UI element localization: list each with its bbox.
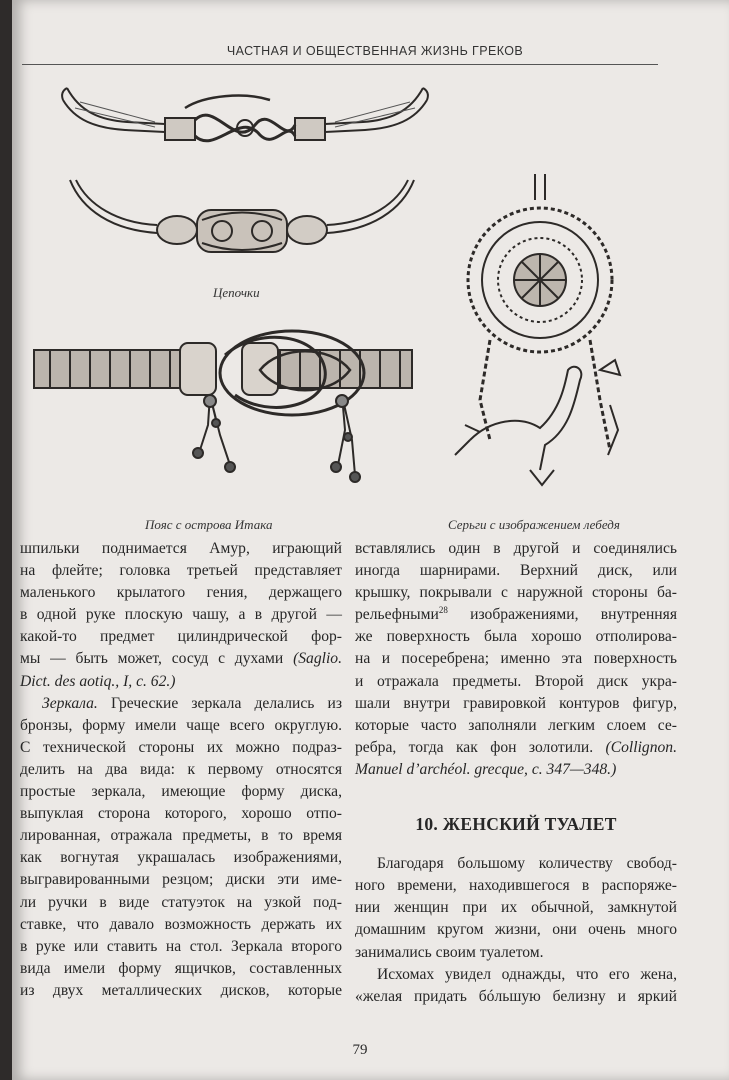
paragraph-leisure (355, 853, 677, 875)
text-line: делить на два вида: к первому относятся (20, 760, 342, 778)
text-line: маленького крылатого гения, держащего (20, 584, 342, 602)
text-line: крышку, покрывали с наружной стороны ба- (355, 584, 677, 602)
header-rule (22, 64, 658, 65)
text-line: ли ручки в виде статуэток на узкой под- (20, 893, 342, 911)
text-line (355, 604, 677, 626)
paragraph-ischomachus-cont (355, 986, 677, 1008)
text-line: вида имели форму ящичков, составленных (20, 959, 342, 977)
text-line (355, 759, 677, 781)
paragraph-leisure-cont (355, 875, 677, 963)
text-run: рельефными (355, 606, 439, 624)
text-run: ребра, тогда как фон золотили. (355, 738, 594, 756)
citation-collignon-cont: Manuel d’archéol. grecque, с. 347—348.) (355, 760, 617, 778)
left-text-column (20, 538, 342, 1002)
paragraph-mirror-discs (355, 538, 677, 781)
belt-illustration (30, 325, 425, 490)
text-line: выгравированными резцом; диски эти име- (20, 871, 342, 889)
chain-illustration-top (55, 80, 435, 170)
paragraph-mirrors (20, 693, 342, 715)
text-line (20, 693, 342, 715)
text-line: Исхомах увидел однажды, что его жена, (377, 965, 677, 983)
section-heading: 10. ЖЕНСКИЙ ТУАЛЕТ (415, 814, 617, 835)
text-run: Греческие зеркала делались из (110, 694, 342, 712)
paragraph-hairpins (20, 538, 342, 693)
text-line: домашним кругом жизни, они очень много (355, 921, 677, 939)
text-run: мы — быть может, сосуд с духами (20, 650, 284, 668)
text-line: которые часто заполняли легким слоем се- (355, 716, 677, 734)
text-line: на и посеребрена; именно эта поверхность (355, 650, 677, 668)
term-mirrors: Зеркала. (42, 694, 98, 712)
text-line (355, 737, 677, 759)
earring-illustration (450, 170, 650, 500)
text-line: ставке, что давало возможность держать их (20, 915, 342, 933)
text-line: какой-то предмет цилиндрической фор- (20, 628, 342, 646)
page-number: 79 (352, 1042, 368, 1058)
caption-chains: Цепочки (213, 285, 260, 300)
text-line: на флейте; головка третьей представляет (20, 562, 342, 580)
text-line: занимались своим туалетом. (355, 943, 544, 961)
text-line: простые зеркала, имеющие форму диска, (20, 783, 342, 801)
text-line: «желая придать бóльшую белизну и яркий (355, 987, 677, 1005)
text-line: нии женщин при их обычной, замкнутой (355, 899, 677, 917)
text-line: из двух металлических дисков, которые (20, 981, 342, 999)
text-line: в руке или ставить на стол. Зеркала второго (20, 937, 342, 955)
running-head: ЧАСТНАЯ И ОБЩЕСТВЕННАЯ ЖИЗНЬ ГРЕКОВ (226, 44, 524, 58)
chain-illustration-bottom (62, 175, 422, 265)
text-line: и отражала предметы. Второй диск укра- (355, 672, 677, 690)
text-line: шпильки поднимается Амур, играющий (20, 540, 342, 557)
right-text-column (355, 538, 677, 1008)
text-line: же поверхность была хорошо отполирова- (355, 628, 677, 646)
text-line: Благодаря большому количеству свобод- (377, 855, 677, 873)
paragraph-ischomachus (355, 964, 677, 986)
text-line: С технической стороны их можно подраз- (20, 738, 342, 756)
paragraph-mirrors-cont (20, 715, 342, 1002)
text-line: как вогнутая украшалась изображениями, (20, 849, 342, 867)
citation-saglio: (Saglio. (293, 650, 343, 668)
text-line: бронзы, форму имели чаще всего округлую. (20, 716, 342, 734)
text-run: изображениями, внутренняя (447, 606, 677, 624)
text-line: ного времени, находившегося в распоряже- (355, 877, 677, 895)
text-line: в одной руке плоскую чашу, а в другой — (20, 606, 342, 624)
text-line (20, 648, 342, 670)
caption-earrings: Серьги с изображением лебедя (448, 517, 620, 532)
caption-belt: Пояс с острова Итака (145, 517, 273, 532)
text-line: иногда шарнирами. Верхний диск, или (355, 562, 677, 580)
text-line: шали внутри гравировкой контуров фигур, (355, 694, 677, 712)
citation-saglio-cont: Dict. des aotiq., I, с. 62.) (20, 672, 176, 690)
text-line: лированная, отражала предметы, в то время (20, 827, 342, 845)
text-line: выпуклая сторона которого, хорошо отпо- (20, 805, 342, 823)
citation-collignon: (Collignon. (605, 738, 677, 756)
text-line: вставлялись один в другой и соединялись (355, 540, 677, 557)
text-line (20, 671, 342, 693)
footnote-marker[interactable]: 28 (438, 605, 448, 616)
